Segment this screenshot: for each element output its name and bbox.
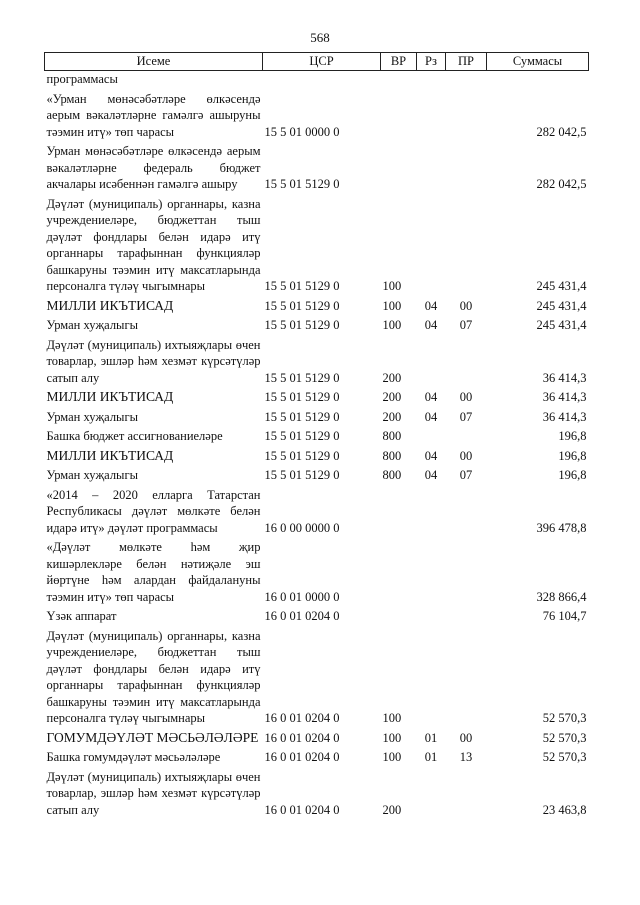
cell-name: МИЛЛИ ИКЪТИСАД bbox=[46, 389, 174, 404]
cell-sum: 282 042,5 bbox=[536, 177, 587, 191]
cell-csr: 15 5 01 5129 0 bbox=[264, 370, 340, 385]
cell-sum: 196,8 bbox=[558, 429, 587, 443]
cell-pr: 07 bbox=[459, 468, 473, 482]
cell-vr bbox=[381, 91, 417, 144]
cell-pr bbox=[446, 769, 487, 822]
cell-sum: 245 431,4 bbox=[536, 298, 587, 313]
cell-csr: 15 5 01 5129 0 bbox=[264, 409, 340, 424]
cell-sum: 52 570,3 bbox=[542, 730, 587, 745]
cell-pr bbox=[446, 628, 487, 730]
cell-csr: 16 0 01 0204 0 bbox=[264, 750, 340, 764]
cell-rz bbox=[417, 608, 446, 628]
table-row bbox=[45, 71, 589, 91]
cell-sum: 245 431,4 bbox=[536, 318, 587, 332]
table-body bbox=[45, 71, 589, 822]
table-header-row bbox=[45, 53, 589, 71]
table-row bbox=[45, 749, 589, 769]
cell-pr bbox=[446, 337, 487, 390]
cell-pr bbox=[446, 91, 487, 144]
cell-rz: 04 bbox=[424, 468, 438, 482]
cell-rz bbox=[417, 539, 446, 608]
table-row bbox=[45, 448, 589, 468]
cell-pr bbox=[446, 143, 487, 196]
cell-name: Урман хуҗалыгы bbox=[46, 409, 138, 424]
cell-name: Дәүләт (муниципаль) органнары, казна учреждениеләре, бюджеттан тыш дәүләт фондлары белән идарә итү органнары тарафыннан функцияләр башкаруны тәэмин итү максатларында персоналга түләү чыгымнары bbox=[46, 196, 261, 293]
cell-sum: 328 866,4 bbox=[536, 589, 587, 604]
cell-vr: 800 bbox=[382, 429, 402, 443]
cell-name: Дәүләт (муниципаль) ихтыяҗлары өчен товарлар, эшләр һәм хезмәт күрсәтүләр сатып алу bbox=[46, 769, 261, 817]
table-row bbox=[45, 608, 589, 628]
cell-rz: 04 bbox=[424, 318, 438, 332]
cell-pr bbox=[446, 71, 487, 91]
header-sum: Суммасы bbox=[487, 53, 589, 71]
cell-rz bbox=[417, 628, 446, 730]
cell-name: Дәүләт (муниципаль) органнары, казна учреждениеләре, бюджеттан тыш дәүләт фондлары белән идарә итү органнары тарафыннан функцияләр башкаруны тәэмин итү максатларында персоналга түләү чыгымнары bbox=[46, 628, 261, 725]
header-name: Исеме bbox=[45, 53, 263, 71]
header-rz: Рз bbox=[417, 53, 446, 71]
cell-csr: 15 5 01 5129 0 bbox=[264, 390, 340, 404]
cell-name: Үзәк аппарат bbox=[46, 609, 117, 623]
table-row bbox=[45, 730, 589, 750]
table-row bbox=[45, 317, 589, 337]
cell-sum: 245 431,4 bbox=[536, 279, 587, 293]
cell-csr: 15 5 01 5129 0 bbox=[264, 429, 340, 443]
cell-rz bbox=[417, 769, 446, 822]
cell-pr: 07 bbox=[459, 409, 473, 424]
cell-rz bbox=[417, 196, 446, 298]
cell-vr: 200 bbox=[382, 802, 402, 817]
cell-rz bbox=[417, 428, 446, 448]
table-row bbox=[45, 337, 589, 390]
cell-vr: 200 bbox=[382, 370, 402, 385]
cell-csr: 16 0 01 0000 0 bbox=[264, 589, 340, 604]
table-row bbox=[45, 298, 589, 318]
cell-vr bbox=[381, 539, 417, 608]
table-row bbox=[45, 389, 589, 409]
cell-vr bbox=[381, 608, 417, 628]
table-row bbox=[45, 487, 589, 540]
cell-csr: 15 5 01 5129 0 bbox=[264, 279, 340, 293]
cell-csr: 15 5 01 5129 0 bbox=[264, 448, 340, 463]
cell-sum: 282 042,5 bbox=[536, 124, 587, 139]
cell-sum: 76 104,7 bbox=[542, 609, 587, 623]
cell-pr: 00 bbox=[459, 448, 473, 463]
budget-table bbox=[44, 52, 589, 821]
cell-sum: 52 570,3 bbox=[542, 711, 587, 725]
cell-csr: 15 5 01 5129 0 bbox=[264, 318, 340, 332]
cell-vr bbox=[381, 487, 417, 540]
header-pr: ПР bbox=[446, 53, 487, 71]
cell-vr: 200 bbox=[382, 390, 402, 404]
cell-sum: 36 414,3 bbox=[542, 370, 587, 385]
cell-csr: 16 0 01 0204 0 bbox=[264, 609, 340, 623]
table-row bbox=[45, 539, 589, 608]
cell-pr: 00 bbox=[459, 730, 473, 745]
cell-csr: 16 0 01 0204 0 bbox=[264, 730, 340, 745]
header-vr: ВР bbox=[381, 53, 417, 71]
cell-rz: 01 bbox=[424, 750, 438, 764]
cell-rz: 04 bbox=[424, 448, 438, 463]
table-row bbox=[45, 428, 589, 448]
cell-pr bbox=[446, 539, 487, 608]
cell-pr bbox=[446, 608, 487, 628]
cell-vr: 100 bbox=[382, 279, 402, 293]
cell-pr: 00 bbox=[459, 390, 473, 404]
cell-name: МИЛЛИ ИКЪТИСАД bbox=[46, 297, 174, 313]
cell-csr: 16 0 00 0000 0 bbox=[264, 520, 340, 535]
cell-sum: 196,8 bbox=[558, 468, 587, 482]
cell-rz bbox=[417, 143, 446, 196]
cell-sum: 196,8 bbox=[558, 448, 587, 463]
cell-name: Урман хуҗалыгы bbox=[46, 468, 138, 482]
cell-csr: 15 5 01 0000 0 bbox=[264, 124, 340, 139]
cell-sum: 52 570,3 bbox=[542, 750, 587, 764]
cell-csr: 15 5 01 5129 0 bbox=[264, 298, 340, 313]
table-row bbox=[45, 769, 589, 822]
cell-vr: 800 bbox=[382, 468, 402, 482]
cell-name: Урман хуҗалыгы bbox=[46, 318, 138, 332]
table-row bbox=[45, 628, 589, 730]
cell-sum: 23 463,8 bbox=[542, 802, 587, 817]
cell-rz bbox=[417, 337, 446, 390]
table-row bbox=[45, 91, 589, 144]
cell-csr: 16 0 01 0204 0 bbox=[264, 711, 340, 725]
cell-rz bbox=[417, 487, 446, 540]
cell-csr: 16 0 01 0204 0 bbox=[264, 802, 340, 817]
cell-vr bbox=[381, 143, 417, 196]
table-row bbox=[45, 196, 589, 298]
cell-vr: 100 bbox=[382, 750, 402, 764]
cell-name: МИЛЛИ ИКЪТИСАД bbox=[46, 447, 174, 463]
cell-sum bbox=[487, 71, 589, 91]
cell-vr: 100 bbox=[382, 730, 402, 745]
cell-vr: 100 bbox=[382, 318, 402, 332]
cell-pr: 07 bbox=[459, 318, 473, 332]
cell-pr: 13 bbox=[459, 750, 473, 764]
cell-sum: 396 478,8 bbox=[536, 520, 587, 535]
cell-pr: 00 bbox=[459, 298, 473, 313]
cell-vr: 200 bbox=[382, 409, 402, 424]
cell-vr: 800 bbox=[382, 448, 402, 463]
cell-pr bbox=[446, 487, 487, 540]
header-csr: ЦСР bbox=[263, 53, 381, 71]
cell-name: «Урман мөнәсәбәтләре өлкәсендә аерым вәкаләтләрне гамәлгә ашыруны тәэмин итү» төп чарасы bbox=[46, 91, 261, 139]
cell-sum: 36 414,3 bbox=[542, 390, 587, 404]
page-number: 568 bbox=[310, 30, 330, 45]
cell-csr: 15 5 01 5129 0 bbox=[264, 177, 340, 191]
cell-pr bbox=[446, 196, 487, 298]
cell-vr: 100 bbox=[382, 711, 402, 725]
cell-name: Башка гомумдәүләт мәсьәләләре bbox=[46, 750, 221, 764]
cell-pr bbox=[446, 428, 487, 448]
cell-rz: 04 bbox=[424, 298, 438, 313]
cell-csr: 15 5 01 5129 0 bbox=[264, 468, 340, 482]
cell-name: Башка бюджет ассигнованиеләре bbox=[46, 429, 223, 443]
cell-vr: 100 bbox=[382, 298, 402, 313]
cell-rz: 01 bbox=[424, 730, 438, 745]
table-row bbox=[45, 143, 589, 196]
cell-rz bbox=[417, 71, 446, 91]
cell-name: программасы bbox=[46, 72, 118, 86]
cell-rz: 04 bbox=[424, 390, 438, 404]
cell-name: «2014 – 2020 елларга Татарстан Республикасы дәүләт мөлкәте белән идарә итү» дәүләт программасы bbox=[46, 487, 261, 535]
cell-sum: 36 414,3 bbox=[542, 409, 587, 424]
cell-csr bbox=[263, 71, 381, 91]
cell-name: Урман мөнәсәбәтләре өлкәсендә аерым вәкаләтләрне федераль бюджет акчалары исәбеннән гамәлгә ашыру bbox=[46, 144, 261, 191]
cell-name: «Дәүләт мөлкәте һәм җир кишәрлекләре белән нәтиҗәле эш йөртүне һәм алардан файдалануны тәэмин итү» төп чарасы bbox=[46, 540, 261, 604]
cell-rz: 04 bbox=[424, 409, 438, 424]
table-row bbox=[45, 467, 589, 487]
table-row bbox=[45, 409, 589, 429]
cell-name: ГОМУМДӘҮЛӘТ МӘСЬӘЛӘЛӘРЕ bbox=[46, 729, 259, 745]
cell-vr bbox=[381, 71, 417, 91]
cell-rz bbox=[417, 91, 446, 144]
cell-name: Дәүләт (муниципаль) ихтыяҗлары өчен товарлар, эшләр һәм хезмәт күрсәтүләр сатып алу bbox=[46, 337, 261, 385]
